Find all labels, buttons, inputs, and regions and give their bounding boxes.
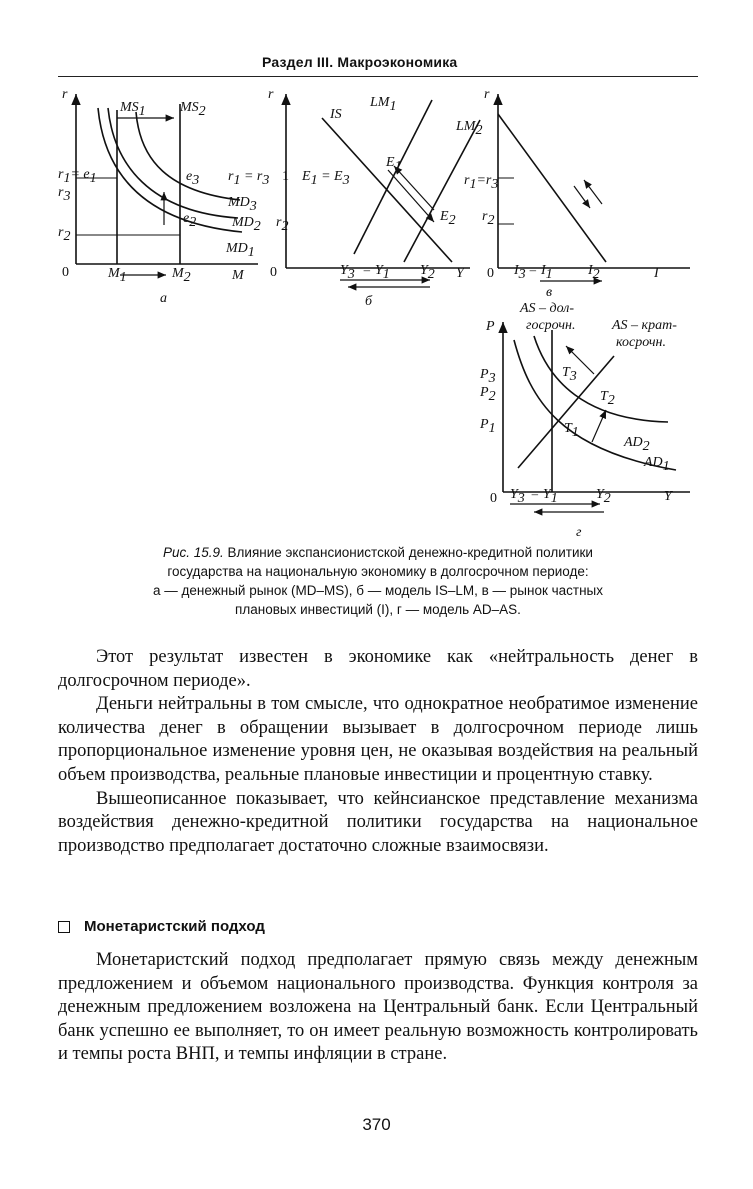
svg-text:M2: M2 <box>172 266 191 285</box>
panel-c-investment <box>498 94 690 281</box>
md3-curve <box>136 112 240 200</box>
svg-text:I: I <box>654 266 659 281</box>
svg-text:г: г <box>576 525 582 540</box>
svg-text:e2: e2 <box>183 211 197 230</box>
paragraph: Вышеописанное показывает, что кейнсианское представление механизма воздействия денежно-кредитной политики государства на национальное производство предполагает достаточно сложные взаимосвязи. <box>58 788 698 856</box>
svg-text:I2: I2 <box>588 263 600 282</box>
svg-text:r: r <box>62 87 68 102</box>
svg-text:AD2: AD2 <box>624 435 650 454</box>
svg-text:T1: T1 <box>564 421 579 440</box>
svg-text:MD1: MD1 <box>226 241 255 260</box>
svg-text:0: 0 <box>487 266 494 281</box>
checkbox-bullet-icon <box>58 921 70 933</box>
svg-text:= I1: = I1 <box>528 263 553 282</box>
page-number: 370 <box>362 1115 391 1134</box>
svg-text:M: M <box>232 268 244 283</box>
figure-caption: Рис. 15.9. Влияние экспансионистской денежно-кредитной политики государства на национальную экономику в долгосрочном периоде: а — денежный рынок (MD–MS), б — модель IS–LM, в — рынок частных плановых инвестиций (I), г — модель AD–AS. <box>153 545 603 617</box>
svg-text:AS – дол-: AS – дол- <box>520 301 575 316</box>
ad1-curve <box>514 340 676 470</box>
e1-to-e2-arrow <box>388 170 434 222</box>
svg-text:а: а <box>160 291 167 306</box>
svg-text:r: r <box>484 87 490 102</box>
svg-text:P1: P1 <box>480 417 496 436</box>
svg-text:косрочн.: косрочн. <box>616 335 666 350</box>
svg-text:r2: r2 <box>58 225 71 244</box>
svg-text:P: P <box>486 319 495 334</box>
md1-curve <box>98 108 242 232</box>
svg-text:IS: IS <box>330 107 342 122</box>
svg-text:M1: M1 <box>108 266 127 285</box>
svg-text:AD1: AD1 <box>644 455 670 474</box>
svg-text:Y2: Y2 <box>420 263 435 282</box>
svg-text:0: 0 <box>62 265 69 280</box>
svg-text:r2: r2 <box>482 209 495 228</box>
svg-text:T2: T2 <box>600 389 615 408</box>
svg-text:r2: r2 <box>276 215 289 234</box>
svg-text:E1: E1 <box>386 155 402 174</box>
svg-text:I3: I3 <box>514 263 526 282</box>
svg-text:AS – крат-: AS – крат- <box>612 318 677 333</box>
svg-text:P2: P2 <box>480 385 496 404</box>
svg-text:= Y1: = Y1 <box>362 263 390 282</box>
panel-b-labels <box>268 87 466 309</box>
paragraph: Монетаристский подход предполагает прямую связь между денежным предложением и объемом национального производства. Функция контроля за денежным предложением возложена на Центральный банк. Если Центральный банк успешно ее выполняет, то он имеет реальную возможность контролировать и темпы роста ВНП, и темпы инфляции в стране. <box>58 950 698 1065</box>
svg-text:Y3: Y3 <box>340 263 355 282</box>
body-text-2 <box>58 949 698 1067</box>
svg-text:MD3: MD3 <box>228 195 257 214</box>
svg-text:E1 = E3: E1 = E3 <box>302 169 350 188</box>
md2-curve <box>108 108 238 218</box>
svg-text:в: в <box>546 285 553 300</box>
paragraph: Деньги нейтральны в том смысле, что однократное необратимое изменение количества денег в обращении вызывает в долгосрочном периоде лишь пропорциональное изменение уровня цен, не оказывая воздействия на реальный объем производства, реальные плановые инвестиции и процентную ставку. <box>58 694 698 785</box>
svg-text:Y3: Y3 <box>510 487 525 506</box>
svg-text:MS1: MS1 <box>120 100 146 119</box>
svg-text:MD2: MD2 <box>232 215 261 234</box>
panel-d-ad-as <box>503 322 690 512</box>
svg-text:0: 0 <box>490 491 497 506</box>
svg-text:P3: P3 <box>480 367 496 386</box>
svg-text:E2: E2 <box>440 209 456 228</box>
paragraph: Этот результат известен в экономике как «нейтральность денег в долгосрочном периоде». <box>58 647 698 691</box>
svg-text:r1 = r3: r1 = r3 <box>228 169 270 188</box>
svg-text:б: б <box>365 294 373 309</box>
svg-text:r1=r3: r1=r3 <box>464 173 499 192</box>
svg-text:LM1: LM1 <box>370 95 397 114</box>
svg-text:r: r <box>268 87 274 102</box>
running-header: Раздел III. Макроэкономика <box>262 54 458 70</box>
svg-text:= Y1: = Y1 <box>530 487 558 506</box>
svg-text:e3: e3 <box>186 169 200 188</box>
body-text-1 <box>58 646 698 858</box>
figure-15-9 <box>0 0 753 540</box>
section-heading: Монетаристский подход <box>58 918 265 935</box>
svg-text:r1= e1: r1= e1 <box>58 167 97 186</box>
svg-text:0: 0 <box>270 265 277 280</box>
svg-text:MS2: MS2 <box>180 100 206 119</box>
svg-text:1: 1 <box>282 169 289 184</box>
svg-text:Y: Y <box>456 266 464 281</box>
svg-text:r3: r3 <box>58 185 71 204</box>
svg-text:госрочн.: госрочн. <box>526 318 576 333</box>
svg-text:T3: T3 <box>562 365 577 384</box>
svg-text:LM2: LM2 <box>456 119 483 138</box>
svg-text:Y2: Y2 <box>596 487 611 506</box>
svg-text:Y: Y <box>664 489 672 504</box>
